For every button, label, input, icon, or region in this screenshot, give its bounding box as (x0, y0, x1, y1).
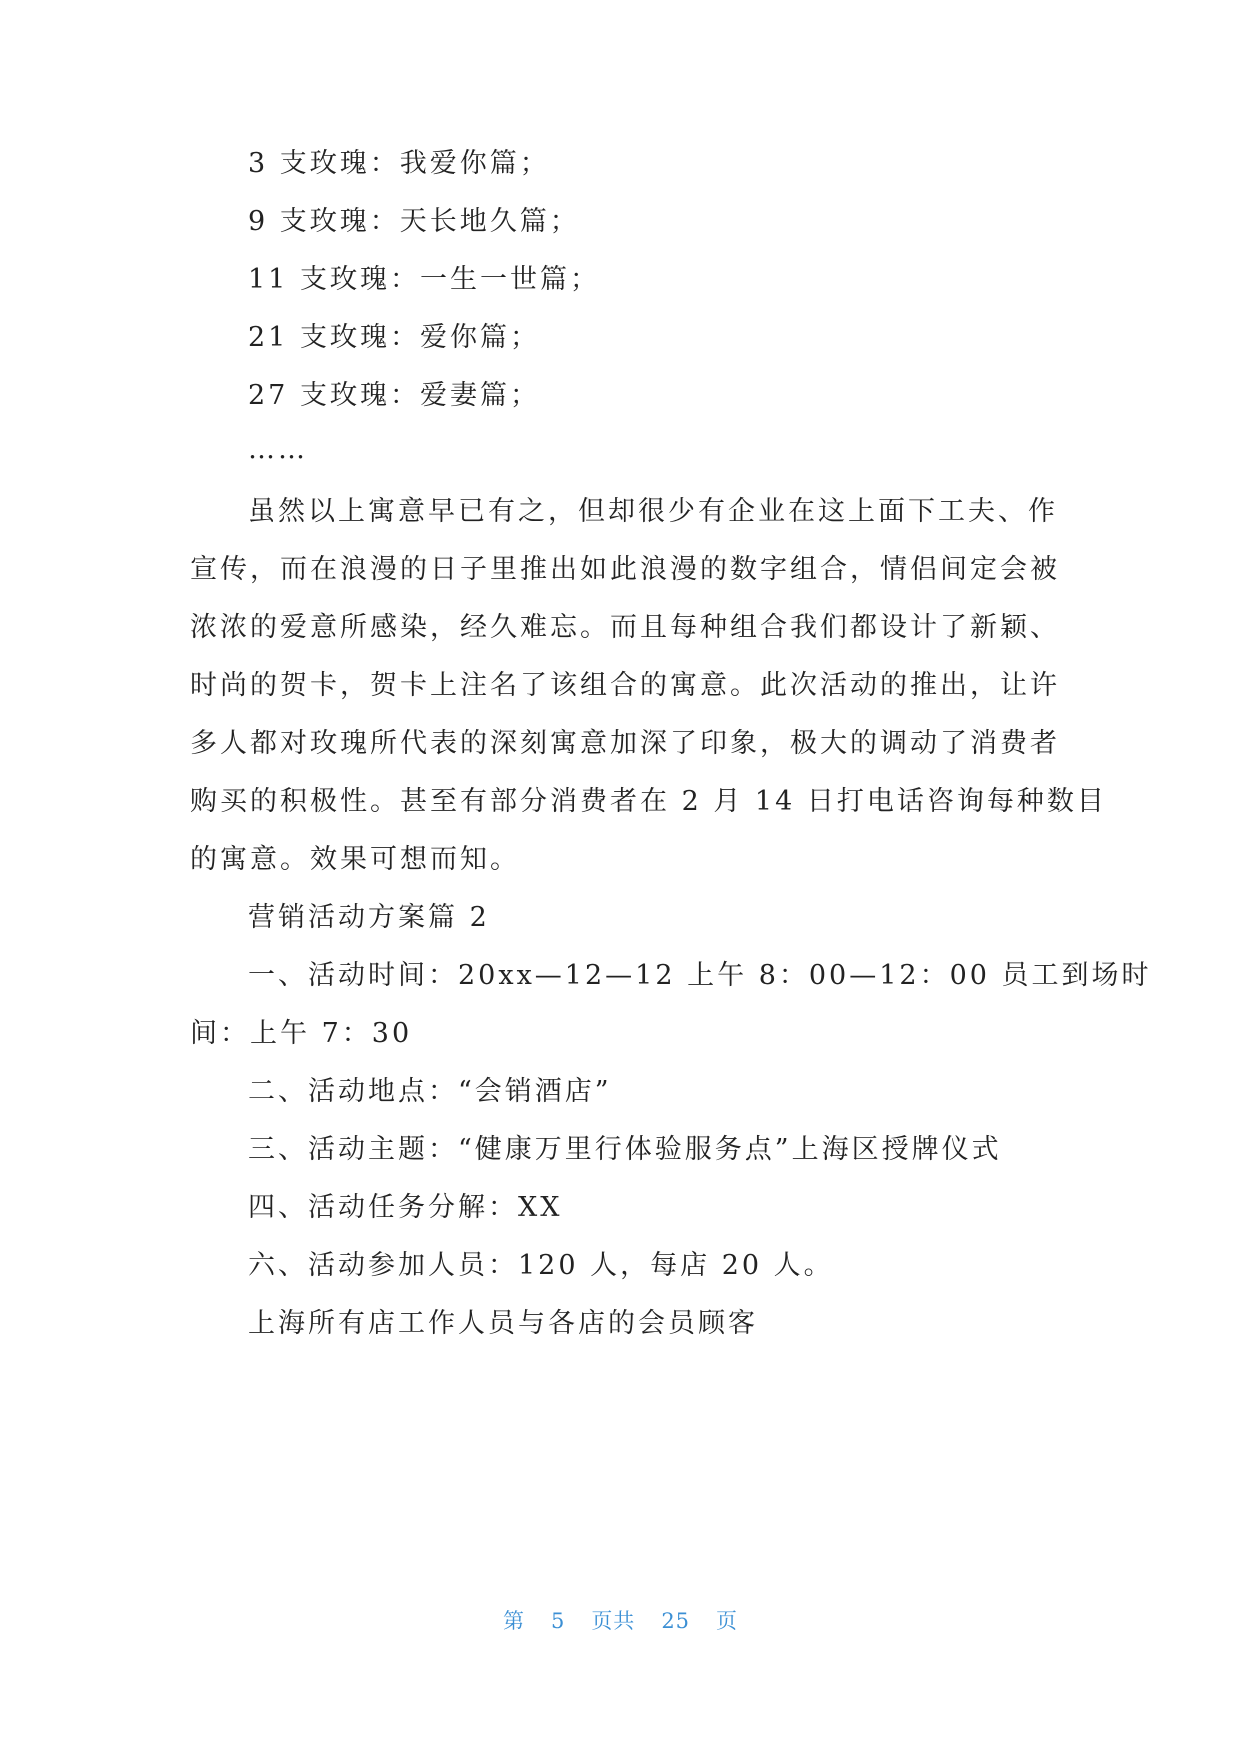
paragraph-line: 购买的积极性。甚至有部分消费者在 2 月 14 日打电话咨询每种数目 (190, 786, 1107, 817)
footer-suffix: 页 (716, 1609, 739, 1633)
plan-line-participants: 六、活动参加人员：120 人，每店 20 人。 (248, 1250, 834, 1281)
section-title: 营销活动方案篇 2 (248, 902, 490, 933)
footer-middle: 页共 (591, 1609, 636, 1633)
rose-item-21: 21 支玫瑰：爱你篇； (248, 322, 540, 353)
plan-line-staff: 上海所有店工作人员与各店的会员顾客 (248, 1308, 758, 1339)
plan-line-time: 一、活动时间：20xx—12—12 上午 8：00—12：00 员工到场时 (248, 960, 1152, 991)
plan-line-theme: 三、活动主题：“健康万里行体验服务点”上海区授牌仪式 (248, 1134, 1002, 1165)
plan-line-time-cont: 间：上午 7：30 (190, 1018, 413, 1049)
footer-prefix: 第 (502, 1609, 525, 1633)
plan-line-tasks: 四、活动任务分解：XX (248, 1192, 563, 1223)
paragraph-line: 宣传，而在浪漫的日子里推出如此浪漫的数字组合，情侣间定会被 (190, 554, 1060, 585)
paragraph-line: 时尚的贺卡，贺卡上注名了该组合的寓意。此次活动的推出，让许 (190, 670, 1060, 701)
rose-item-11: 11 支玫瑰：一生一世篇； (248, 264, 600, 295)
paragraph-line: 的寓意。效果可想而知。 (190, 844, 520, 875)
footer-total-pages: 25 (661, 1609, 691, 1633)
footer-current-page: 5 (550, 1609, 566, 1633)
paragraph-line: 多人都对玫瑰所代表的深刻寓意加深了印象，极大的调动了消费者 (190, 728, 1060, 759)
rose-item-3: 3 支玫瑰：我爱你篇； (248, 148, 550, 179)
paragraph-line: 虽然以上寓意早已有之，但却很少有企业在这上面下工夫、作 (248, 496, 1058, 527)
rose-list-ellipsis: …… (248, 434, 308, 465)
plan-line-location: 二、活动地点：“会销酒店” (248, 1076, 612, 1107)
paragraph-line: 浓浓的爱意所感染，经久难忘。而且每种组合我们都设计了新颖、 (190, 612, 1060, 643)
rose-item-27: 27 支玫瑰：爱妻篇； (248, 380, 540, 411)
page-footer (0, 1605, 1241, 1635)
rose-item-9: 9 支玫瑰：天长地久篇； (248, 206, 580, 237)
